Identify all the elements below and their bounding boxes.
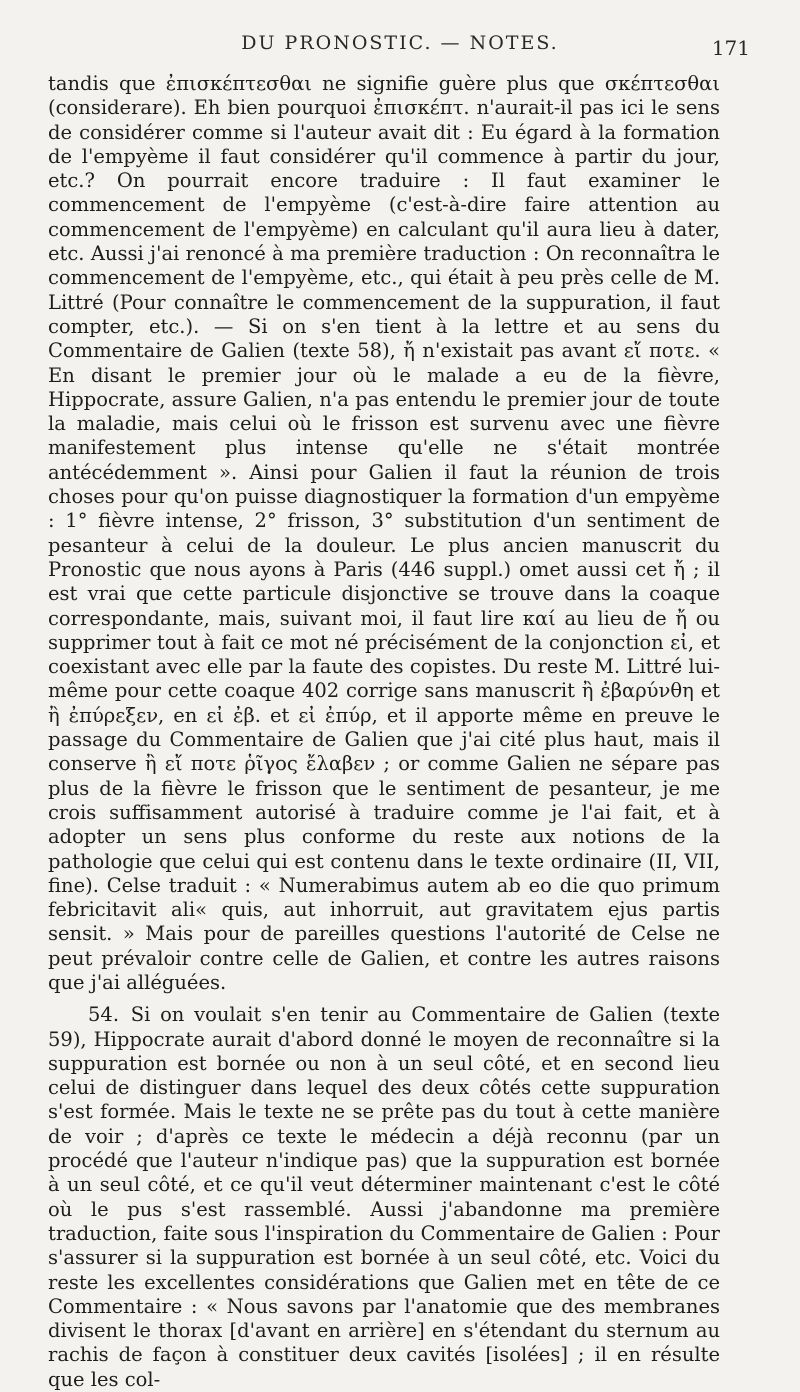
page-number: 171 xyxy=(711,36,750,60)
notes-body xyxy=(48,72,720,1392)
paragraph-text: tandis que ἐπισκέπτεσθαι ne signifie guère plus que σκέπτεσθαι (considerare). Eh bien pourquoi ἐπισκέπτ. n'aurait-il pas ici le sens de considérer comme si l'auteur avait dit : Eu égard à la formation de l'empyème il faut considérer qu'il commence à partir du jour, etc.? On pourrait encore traduire : Il faut examiner le commencement de l'empyème (c'est-à-dire faire attention au commencement de l'empyème) en calculant qu'il aura lieu à dater, etc. Aussi j'ai renoncé à ma première traduction : On reconnaîtra le commencement de l'empyème, etc., qui était à peu près celle de M. Littré (Pour connaître le commencement de la suppuration, il faut compter, etc.). — Si on s'en tient à la lettre et au sens du Commentaire de Galien (texte 58), ἤ n'existait pas avant εἴ ποτε. « En disant le premier jour où le malade a eu de la fièvre, Hippocrate, assure Galien, n'a pas entendu le premier jour de toute la maladie, mais celui où le frisson est survenu avec une fièvre manifestement plus intense qu'elle ne s'était montrée antécédemment ». Ainsi pour Galien il faut la réunion de trois choses pour qu'on puisse diagnostiquer la formation d'un empyème : 1° fièvre intense, 2° frisson, 3° substitution d'un sentiment de pesanteur à celui de la douleur. Le plus ancien manuscrit du Pronostic que nous ayons à Paris (446 suppl.) omet aussi cet ἤ ; il est vrai que cette particule disjonctive se trouve dans la coaque correspondante, mais, suivant moi, il faut lire καί au lieu de ἤ ou supprimer tout à fait ce mot né précisément de la conjonction εἰ, et coexistant avec elle par la faute des copistes. Du reste M. Littré lui-même pour cette coaque 402 corrige sans manuscrit ἢ ἐβαρύνθη et ἢ ἐπύρεξεν, en εἰ ἐβ. et εἰ ἐπύρ, et il apporte même en preuve le passage du Commentaire de Galien que j'ai cité plus haut, mais il conserve ἢ εἴ ποτε ῥῖγος ἔλαβεν ; or comme Galien ne sépare pas plus de la fièvre le frisson que le sentiment de pesanteur, je me crois suffisamment autorisé à traduire comme je l'ai fait, et à adopter un sens plus conforme du reste aux notions de la pathologie que celui qui est contenu dans le texte ordinaire (II, VII, fine). Celse traduit : « Numerabimus autem ab eo die quo primum febricitavit ali« quis, aut inhorruit, aut gravitatem ejus partis sensit. » Mais pour de pareilles questions l'autorité de Celse ne peut prévaloir contre celle de Galien, et contre les autres raisons que j'ai alléguées. xyxy=(48,72,720,994)
note-paragraph-54 xyxy=(48,1003,720,1392)
page-header xyxy=(50,30,750,66)
note-paragraph-53-continued xyxy=(48,72,720,995)
paragraph-text: Si on voulait s'en tenir au Commentaire de Galien (texte 59), Hippocrate aurait d'abord donné le moyen de reconnaître si la suppuration est bornée ou non à un seul côté, et en second lieu celui de distinguer dans lequel des deux côtés cette suppuration s'est formée. Mais le texte ne se prête pas du tout à cette manière de voir ; d'après ce texte le médecin a déjà reconnu (par un procédé que l'auteur n'indique pas) que la suppuration est bornée à un seul côté, et ce qu'il veut déterminer maintenant c'est le côté où le pus s'est rassemblé. Aussi j'abandonne ma première traduction, faite sous l'inspiration du Commentaire de Galien : Pour s'assurer si la suppuration est bornée à un seul côté, etc. Voici du reste les excellentes considérations que Galien met en tête de ce Commentaire : « Nous savons par l'anatomie que des membranes divisent le thorax [d'avant en arrière] en s'étendant du sternum au rachis de façon à constituer deux cavités [isolées] ; il en résulte que les col- xyxy=(48,1003,721,1391)
note-number: 54. xyxy=(88,1003,120,1027)
running-title: DU PRONOSTIC. — NOTES. xyxy=(241,32,559,54)
